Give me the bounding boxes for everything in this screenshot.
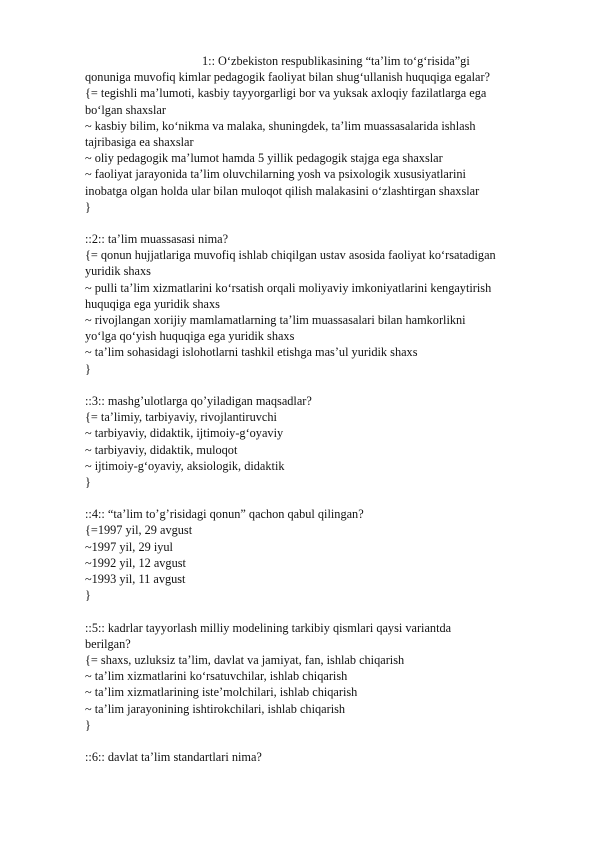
- question-block-6: [85, 749, 555, 765]
- question-1-title-line-1: 1:: O‘zbekiston respublikasining “ta’lim to‘g‘risida”gi: [202, 54, 470, 68]
- spacer: [85, 490, 555, 506]
- question-2-correct-answer-line-1: {= qonun hujjatlariga muvofiq ishlab chiqilgan ustav asosida faoliyat ko‘rsatadigan: [85, 248, 496, 263]
- spacer: [85, 733, 555, 749]
- question-4-option-1: ~1997 yil, 29 iyul: [85, 539, 173, 554]
- question-5-correct-answer: {= shaxs, uzluksiz ta’lim, davlat va jamiyat, fan, ishlab chiqarish: [85, 652, 405, 667]
- question-1-title-line-2: qonuniga muvofiq kimlar pedagogik faoliyat bilan shug‘ullanish huquqiga egalar?: [85, 70, 491, 85]
- question-1-option-line-1: ~ kasbiy bilim, ko‘nikma va malaka, shuningdek, ta’lim muassasalarida ishlash: [85, 118, 476, 133]
- question-1-option-line-3: ~ oliy pedagogik ma’lumot hamda 5 yillik pedagogik stajga ega shaxslar: [85, 151, 443, 166]
- spacer: [85, 377, 555, 393]
- question-3-title: ::3:: mashg’ulotlarga qo’yiladigan maqsadlar?: [85, 393, 312, 408]
- question-5-title-line-1: ::5:: kadrlar tayyorlash milliy modelining tarkibiy qismlari qaysi variantda: [85, 620, 452, 635]
- question-2-correct-answer-line-2: yuridik shaxs: [85, 264, 151, 279]
- question-2-option-line-5: ~ ta’lim sohasidagi islohotlarni tashkil etishga mas’ul yuridik shaxs: [85, 345, 418, 360]
- question-1-close-brace: }: [85, 199, 91, 214]
- question-4-option-3: ~1993 yil, 11 avgust: [85, 572, 186, 586]
- spacer: [85, 603, 555, 619]
- question-block-1: [85, 53, 555, 215]
- question-2-option-line-3: ~ rivojlangan xorijiy mamlamatlarning ta’lim muassasalari bilan hamkorlikni: [85, 313, 466, 327]
- question-1-correct-answer-line-2: bo‘lgan shaxslar: [85, 102, 166, 117]
- question-1-correct-answer-line-1: {= tegishli ma’lumoti, kasbiy tayyorgarligi bor va yuksak axloqiy fazilatlarga ega: [85, 86, 487, 101]
- question-3-option-1: ~ tarbiyaviy, didaktik, ijtimoiy-g‘oyaviy: [85, 426, 284, 441]
- question-1-option-line-2: tajribasiga ea shaxslar: [85, 134, 194, 149]
- question-2-option-line-4: yo‘lga qo‘yish huquqiga ega yuridik shaxs: [85, 329, 295, 344]
- question-5-option-2: ~ ta’lim xizmatlarining iste’molchilari, ishlab chiqarish: [85, 685, 358, 700]
- question-2-option-line-1: ~ pulli ta’lim xizmatlarini ko‘rsatish orqali moliyaviy imkoniyatlarini kengaytirish: [85, 280, 492, 295]
- question-3-close-brace: }: [85, 474, 91, 489]
- question-block-4: [85, 506, 555, 603]
- question-1-option-line-5: inobatga olgan holda ular bilan muloqot qilish malakasini o‘zlashtirgan shaxslar: [85, 183, 480, 198]
- spacer: [85, 215, 555, 231]
- question-block-2: [85, 231, 555, 377]
- question-3-option-3: ~ ijtimoiy-g‘oyaviy, aksiologik, didaktik: [85, 458, 285, 473]
- question-3-option-2: ~ tarbiyaviy, didaktik, muloqot: [85, 442, 238, 457]
- question-1-option-line-4: ~ faoliyat jarayonida ta’lim oluvchilarning yosh va psixologik xususiyatlarini: [85, 167, 466, 182]
- question-5-option-3: ~ ta’lim jarayonining ishtirokchilari, ishlab chiqarish: [85, 701, 346, 716]
- question-5-close-brace: }: [85, 717, 91, 732]
- question-4-option-2: ~1992 yil, 12 avgust: [85, 555, 186, 570]
- question-5-title-line-2: berilgan?: [85, 636, 131, 651]
- question-4-title: ::4:: “ta’lim to’g’risidagi qonun” qachon qabul qilingan?: [85, 507, 364, 522]
- question-4-correct-answer: {=1997 yil, 29 avgust: [85, 523, 193, 538]
- question-5-option-1: ~ ta’lim xizmatlarini ko‘rsatuvchilar, ishlab chiqarish: [85, 669, 348, 684]
- question-block-5: [85, 620, 555, 733]
- question-4-close-brace: }: [85, 588, 91, 603]
- question-6-title: ::6:: davlat ta’lim standartlari nima?: [85, 750, 262, 765]
- question-2-option-line-2: huquqiga ega yuridik shaxs: [85, 296, 220, 311]
- question-2-close-brace: }: [85, 361, 91, 376]
- question-3-correct-answer: {= ta’limiy, tarbiyaviy, rivojlantiruvchi: [85, 410, 277, 425]
- document-page: [85, 53, 555, 765]
- question-block-3: [85, 393, 555, 490]
- question-2-title: ::2:: ta’lim muassasasi nima?: [85, 232, 229, 247]
